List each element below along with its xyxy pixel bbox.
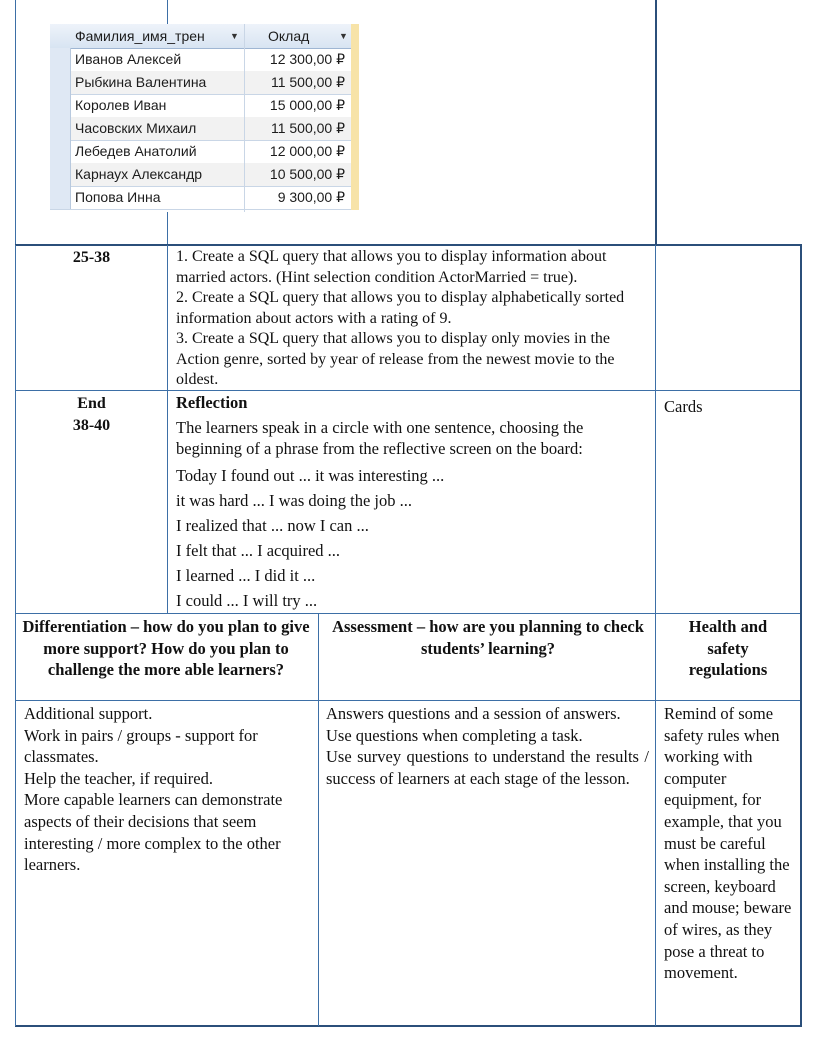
differentiation-line: Work in pairs / groups - support for classmates. [24, 725, 258, 767]
stage-label: End [77, 395, 106, 412]
grid-line [318, 613, 319, 1026]
datasheet-header [50, 24, 359, 49]
datasheet-row[interactable] [50, 186, 359, 210]
salary-cell[interactable]: 11 500,00 ₽ [270, 120, 345, 136]
grid-line [655, 0, 657, 245]
datasheet-row[interactable] [50, 117, 359, 141]
salary-cell[interactable]: 15 000,00 ₽ [269, 97, 345, 113]
query-result-datasheet [50, 24, 359, 212]
grid-line [15, 0, 16, 245]
reflection-phrase: I could ... I will try ... [176, 591, 318, 610]
task-item: 2. Create a SQL query that allows you to display alphabetically sorted information about actors with a rating of 9. [176, 289, 625, 327]
stage-time: 38-40 [72, 417, 111, 434]
trainer-name-cell[interactable]: Королев Иван [75, 97, 167, 113]
row-selector[interactable] [50, 94, 71, 117]
reflection-phrase: I felt that ... I acquired ... [176, 541, 341, 560]
assessment-line: Use questions when completing a task. [326, 725, 583, 745]
grid-line [167, 245, 168, 613]
trainer-name-cell[interactable]: Иванов Алексей [75, 51, 182, 67]
time-cell: 25-38 [72, 249, 111, 266]
row-selector[interactable] [50, 71, 71, 94]
row-selector[interactable] [50, 163, 71, 186]
salary-cell[interactable]: 10 500,00 ₽ [269, 166, 345, 182]
differentiation-cell [24, 703, 314, 876]
salary-cell[interactable]: 12 300,00 ₽ [269, 51, 345, 67]
dropdown-arrow-icon[interactable]: ▼ [230, 31, 239, 41]
stage-cell [16, 393, 167, 437]
row-selector[interactable] [50, 140, 71, 163]
reflection-cell [176, 393, 651, 613]
salary-cell[interactable]: 12 000,00 ₽ [269, 143, 345, 159]
grid-line [167, 210, 168, 245]
health-cell: Remind of some safety rules when working with computer equipment, for example, that you must be careful when installing the screen, keyboard and mouse; beware of wires, as they pose a threat to movement. [664, 704, 792, 983]
column-header-salary[interactable]: Оклад [268, 28, 310, 44]
row-selector[interactable] [50, 186, 71, 209]
column-separator [244, 24, 245, 212]
grid-line [15, 244, 802, 246]
reflection-phrase: Today I found out ... it was interesting ... [176, 466, 445, 485]
reflection-phrase: I realized that ... now I can ... [176, 516, 369, 535]
task-item: 3. Create a SQL query that allows you to display only movies in the Action genre, sorted by year of release from the newest movie to the oldest. [176, 330, 615, 388]
differentiation-line: Help the teacher, if required. [24, 768, 213, 788]
salary-cell[interactable]: 11 500,00 ₽ [270, 74, 345, 90]
row-selector[interactable] [50, 117, 71, 140]
trainer-name-cell[interactable]: Лебедев Анатолий [75, 143, 197, 159]
trainer-name-cell[interactable]: Часовских Михаил [75, 120, 197, 136]
differentiation-header: Differentiation – how do you plan to give more support? How do you plan to challenge the more able learners? [22, 617, 310, 679]
reflection-phrase: I learned ... I did it ... [176, 566, 316, 585]
reflection-title: Reflection [176, 393, 248, 412]
reflection-phrase: it was hard ... I was doing the job ... [176, 491, 413, 510]
datasheet-row[interactable] [50, 140, 359, 164]
grid-line [15, 700, 802, 701]
grid-line [655, 245, 656, 1026]
datasheet-row[interactable] [50, 94, 359, 118]
salary-cell[interactable]: 9 300,00 ₽ [277, 189, 345, 205]
assessment-line: Use survey questions to understand the results / success of learners at each stage of the lesson. [326, 747, 649, 788]
grid-line [15, 245, 16, 1026]
reflection-intro: The learners speak in a circle with one sentence, choosing the beginning of a phrase from the reflective screen on the board: [176, 418, 584, 458]
trainer-name-cell[interactable]: Попова Инна [75, 189, 161, 205]
tasks-cell [176, 247, 651, 391]
resources-cell: Cards [664, 397, 703, 416]
datasheet-row[interactable] [50, 163, 359, 187]
selection-highlight [351, 24, 359, 210]
assessment-line: Answers questions and a session of answers. [326, 704, 621, 723]
trainer-name-cell[interactable]: Рыбкина Валентина [75, 74, 207, 90]
datasheet-row[interactable] [50, 48, 359, 72]
column-header-name[interactable]: Фамилия_имя_трен [75, 28, 205, 44]
row-selector[interactable] [50, 48, 71, 71]
health-header: Health and safety regulations [688, 617, 768, 679]
assessment-header: Assessment – how are you planning to check students’ learning? [332, 617, 644, 658]
task-item: 1. Create a SQL query that allows you to display information about married actors. (Hint selection condition ActorMarried = true). [176, 248, 607, 286]
datasheet-row[interactable] [50, 71, 359, 95]
dropdown-arrow-icon[interactable]: ▼ [339, 31, 348, 41]
differentiation-line: More capable learners can demonstrate aspects of their decisions that seem interesting / more complex to the other learners. [24, 790, 283, 875]
grid-line [15, 613, 802, 614]
grid-line [15, 1025, 802, 1027]
assessment-cell [326, 703, 649, 789]
differentiation-line: Additional support. [24, 704, 153, 723]
trainer-name-cell[interactable]: Карнаух Александр [75, 166, 203, 182]
grid-line [800, 245, 802, 1027]
